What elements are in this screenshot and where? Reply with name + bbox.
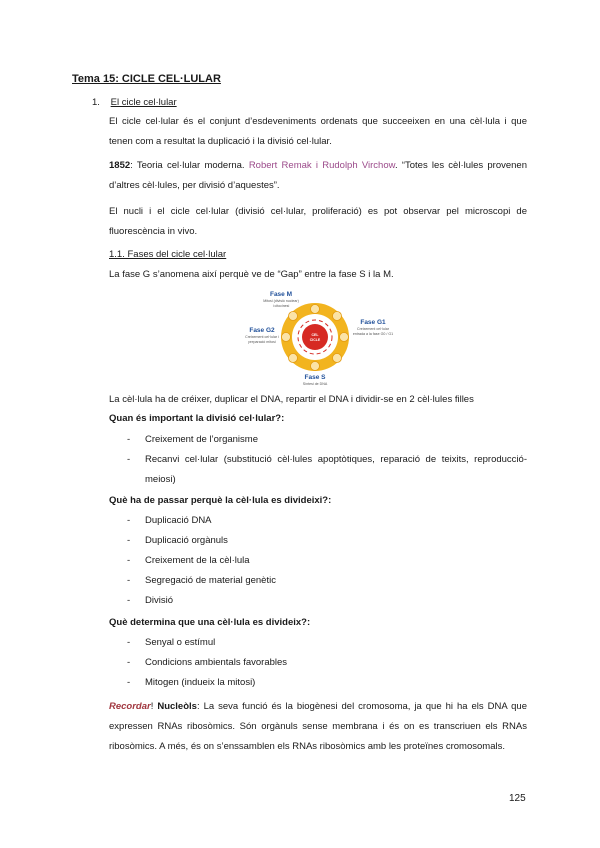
- history-year: 1852: [109, 160, 131, 171]
- fase-m-label: Fase M: [269, 291, 293, 298]
- list-item-text: Creixement de l’organisme: [145, 434, 258, 445]
- cell-icon: [333, 312, 342, 321]
- fase-m-desc-2: i citocinesi: [272, 304, 290, 308]
- list-item-text: Senyal o estímul: [145, 637, 216, 648]
- list-item-text: Segregació de material genètic: [145, 575, 276, 586]
- list-item: - Creixement de la cèl·lula: [127, 551, 527, 571]
- reminder-bang: !: [150, 701, 158, 712]
- history-quote: . “Totes les cèl·lules provenen d’altres cèl·lules, per divisió d’aquestes”.: [109, 160, 527, 191]
- list-item: - Duplicació DNA: [127, 511, 527, 531]
- fase-g2-label: Fase G2: [249, 327, 275, 334]
- fase-m-desc-1: Mitosi (divisió nuclear): [263, 299, 299, 303]
- fase-g1-desc-1: Creixement cel·lular: [357, 327, 389, 331]
- history-paragraph: [109, 156, 527, 196]
- fase-g2-desc-1: Creixement cel·lular i: [245, 335, 279, 339]
- center-label-2: CICLE: [309, 338, 321, 342]
- list-item: - Condicions ambientals favorables: [127, 653, 527, 673]
- fase-s-desc: Síntesi de DNA: [302, 382, 328, 386]
- section-label: El cicle cel·lular: [110, 97, 177, 108]
- list-item: - Segregació de material genètic: [127, 571, 527, 591]
- reminder-term: Nucleòls: [157, 701, 197, 712]
- fase-g2-desc-2: preparació mitosi: [248, 340, 276, 344]
- cell-icon: [340, 333, 349, 342]
- cell-icon: [289, 354, 298, 363]
- cell-cycle-diagram: [225, 287, 405, 387]
- reminder-text: : La seva funció és la biogènesi del cromosoma, ja que hi ha els DNA que expressen RNAs ribosòmics. Són orgànuls sense membrana i és on es transcriuen els RNAs ribosòmics. A més, és on s’enssamblen els RNAs ribosòmics amb les proteïnes cromosomals.: [109, 701, 527, 752]
- fase-g1-desc-2: entrada a la fase G0 / G1: [352, 332, 394, 336]
- question-1: Quan és important la divisió cel·lular?:: [109, 413, 285, 424]
- subsection-heading: 1.1. Fases del cicle cel·lular: [109, 249, 227, 260]
- list-item-text: Mitogen (indueix la mitosi): [145, 677, 256, 688]
- list-item-text: Condicions ambientals favorables: [145, 657, 288, 668]
- list-item: - Senyal o estímul: [127, 633, 527, 653]
- list-item-text: Recanvi cel·lular (substitució cèl·lules apoptòtiques, reparació de teixits, reproducció-meiosi): [145, 454, 527, 485]
- page-title: Tema 15: CICLE CEL·LULAR: [72, 73, 221, 85]
- reminder-paragraph: [109, 697, 527, 757]
- list-item: - Mitogen (indueix la mitosi): [127, 673, 527, 693]
- reminder-label: Recordar: [109, 701, 151, 712]
- list-item-text: Creixement de la cèl·lula: [145, 555, 250, 566]
- cell-paragraph: La cèl·lula ha de créixer, duplicar el DNA, repartir el DNA i dividir-se en 2 cèl·lules filles: [109, 394, 474, 405]
- list-item-text: Divisió: [145, 595, 173, 606]
- page-number: 125: [509, 793, 526, 804]
- list-item-text: Duplicació DNA: [145, 515, 212, 526]
- list-item: - Creixement de l’organisme: [127, 430, 527, 450]
- list-item: - Duplicació orgànuls: [127, 531, 527, 551]
- list-item: - Divisió: [127, 591, 527, 611]
- fase-g1-label: Fase G1: [360, 319, 386, 326]
- cell-icon: [289, 312, 298, 321]
- section-number: 1.: [92, 97, 100, 108]
- list-item-text: Duplicació orgànuls: [145, 535, 228, 546]
- fase-s-label: Fase S: [304, 374, 326, 381]
- center-label-1: CEL: [311, 333, 319, 337]
- nucleus-paragraph: El nucli i el cicle cel·lular (divisió cel·lular, proliferació) es pot observar pel microscopi de fluorescència in vivo.: [109, 206, 527, 237]
- cell-icon: [333, 354, 342, 363]
- cell-icon: [311, 362, 320, 371]
- question-3: Què determina que una cèl·lula es divideix?:: [109, 617, 311, 628]
- list-item: - Recanvi cel·lular (substitució cèl·lules apoptòtiques, reparació de teixits, reproducció-meiosi): [127, 450, 527, 490]
- history-text: : Teoria cel·lular moderna.: [130, 160, 249, 171]
- cycle-center: [302, 324, 328, 350]
- gap-paragraph: La fase G s’anomena així perquè ve de “Gap” entre la fase S i la M.: [109, 269, 394, 280]
- cell-icon: [282, 333, 291, 342]
- intro-paragraph: El cicle cel·lular és el conjunt d’esdeveniments ordenats que succeeixen en una cèl·lula i que tenen com a resultat la duplicació i la divisió cel·lular.: [109, 116, 527, 147]
- section-heading: [92, 97, 177, 108]
- cell-icon: [311, 305, 320, 314]
- question-2: Què ha de passar perquè la cèl·lula es divideixi?:: [109, 495, 332, 506]
- history-authors: Robert Remak i Rudolph Virchow: [248, 160, 395, 171]
